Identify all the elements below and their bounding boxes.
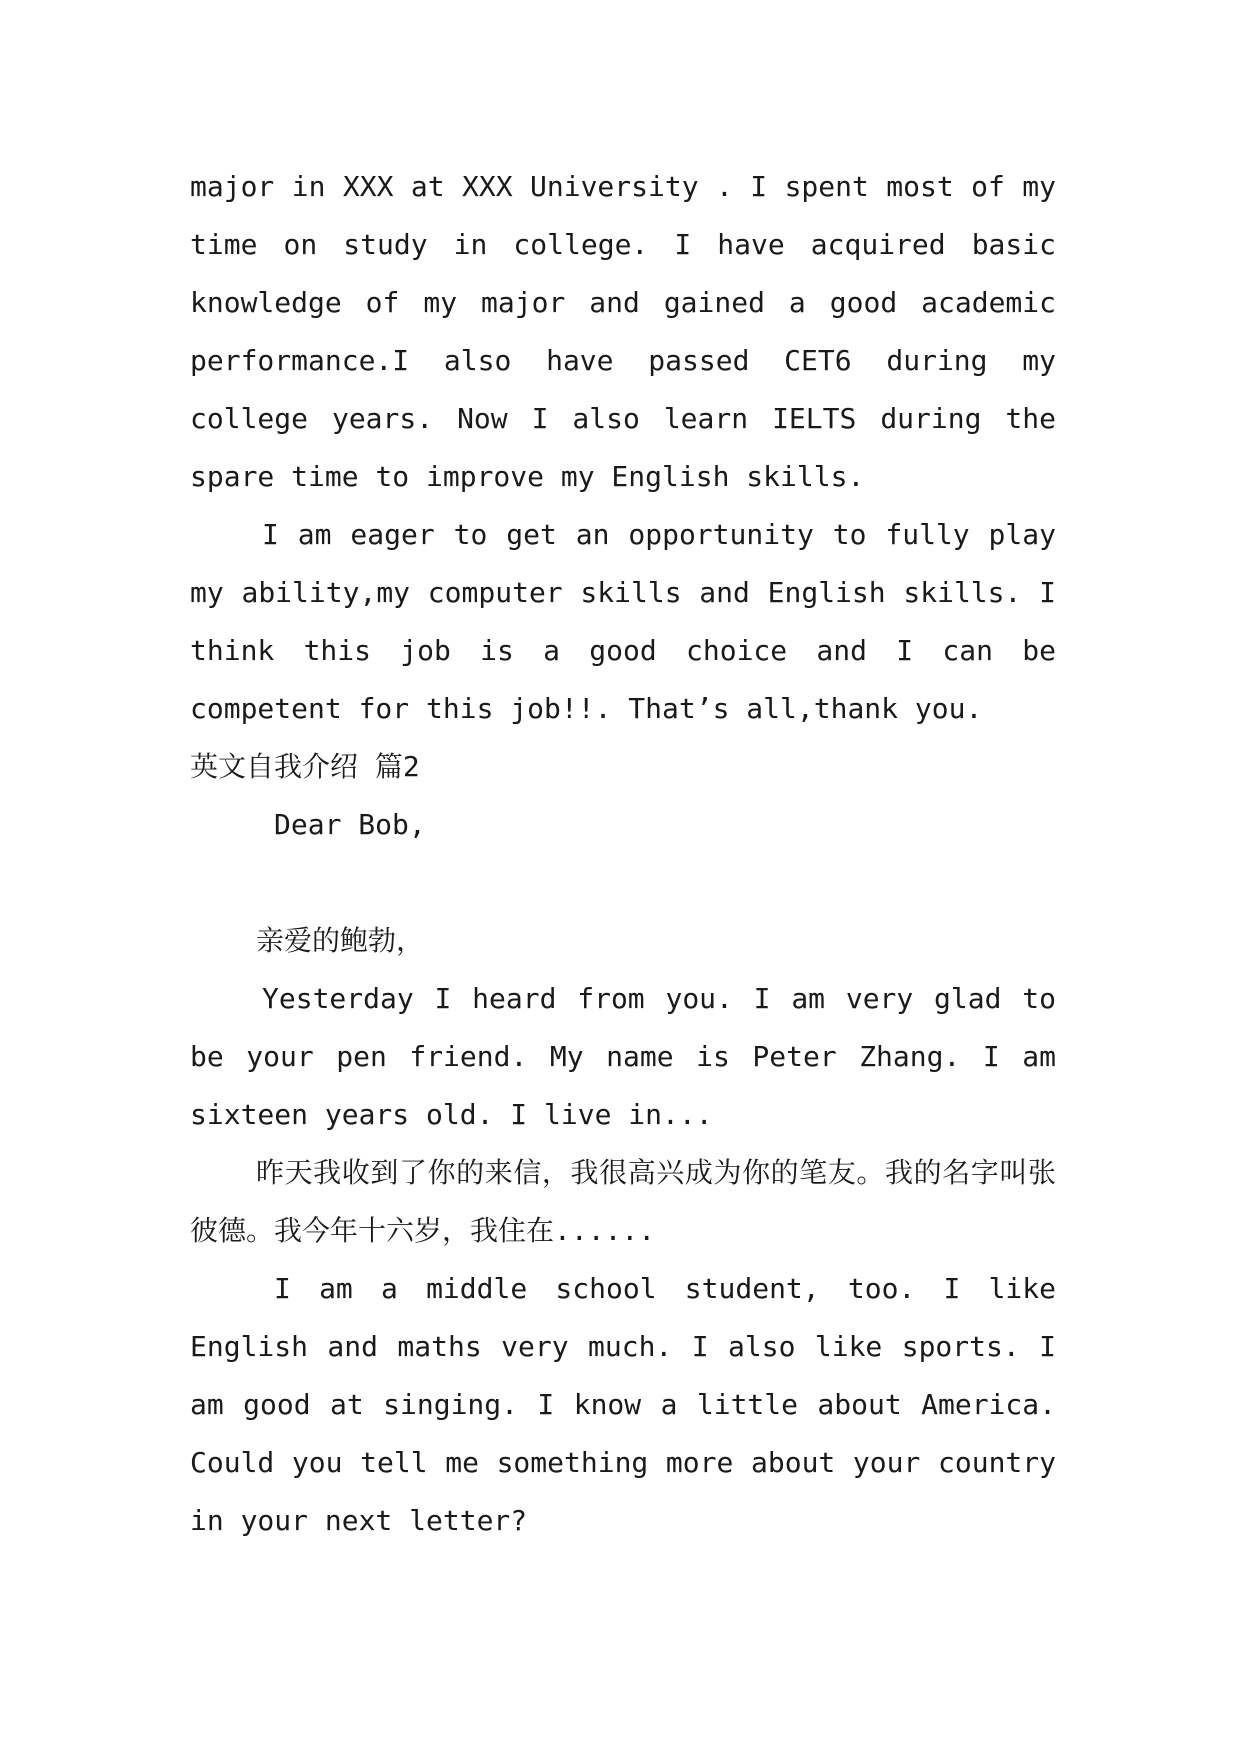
section-heading: 英文自我介绍 篇2 <box>190 750 420 783</box>
paragraph-education: major in XXX at XXX University . I spent most of my time on study in college. I have acquired basic knowledge of my major and gained a good academic performance.I also have passed CET6 during my college years. Now I also learn IELTS during the spare time to improve my English skills. <box>190 170 1056 493</box>
letter-paragraph-1-zh: 昨天我收到了你的来信，我很高兴成为你的笔友。我的名字叫张彼德。我今年十六岁，我住在...... <box>190 1156 1056 1247</box>
document-page <box>190 158 1056 1550</box>
letter-salutation-en: Dear Bob, <box>274 808 426 841</box>
letter-salutation-zh: 亲爱的鲍勃， <box>256 924 425 957</box>
letter-paragraph-1-en: Yesterday I heard from you. I am very glad to be your pen friend. My name is Peter Zhang. I am sixteen years old. I live in... <box>190 982 1056 1131</box>
blank-line <box>190 854 1056 912</box>
paragraph-closing: I am eager to get an opportunity to fully play my ability,my computer skills and English skills. I think this job is a good choice and I can be competent for this job!!. That’s all,thank you. <box>190 518 1056 725</box>
letter-paragraph-2-en: I am a middle school student, too. I like English and maths very much. I also like sports. I am good at singing. I know a little about America. Could you tell me something more about your country in your next letter? <box>190 1272 1056 1537</box>
